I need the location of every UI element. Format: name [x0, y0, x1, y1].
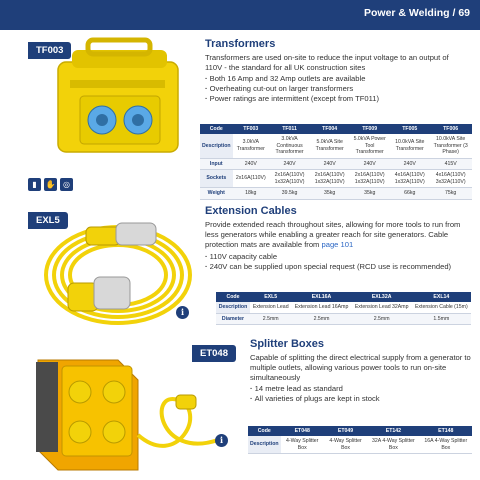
table-header-row [216, 292, 471, 302]
table-cell: 4-Way Splitter Box [324, 436, 367, 454]
code-tag-tf003: TF003 [28, 42, 71, 59]
table-cell: 35kg [349, 188, 390, 200]
table-header: ET048 [281, 426, 324, 436]
table-cell: Input [200, 158, 233, 170]
page-link[interactable]: page 101 [321, 240, 354, 249]
gloves-icon: ✋ [45, 180, 56, 189]
table-cell: 2x16A(110V) [233, 170, 269, 188]
table-cell: 415V [429, 158, 472, 170]
table-cell: 2x16A(110V) 1x32A(110V) [269, 170, 310, 188]
table-cell: 240V [349, 158, 390, 170]
table-cell: 18kg [233, 188, 269, 200]
table-cell: 16A 4-Way Splitter Box [420, 436, 472, 454]
transformers-intro: Transformers are used on-site to reduce the input voltage to an output of 110V - the standard for all UK construction sites [205, 53, 449, 72]
splitter-box-image [28, 340, 228, 480]
extension-intro [205, 220, 475, 250]
table-cell: 2.5mm [352, 313, 412, 325]
transformers-bullets [205, 74, 465, 104]
boots-icon: ▮ [28, 178, 41, 191]
splitter-bullets [250, 384, 472, 404]
table-cell: 2x16A(110V) 1x32A(110V) [310, 170, 349, 188]
table-cell: 75kg [429, 188, 472, 200]
section-title-transformers: Transformers [205, 38, 276, 50]
table-header: ET049 [324, 426, 367, 436]
table-header: ET148 [420, 426, 472, 436]
table-header: EXL32A [352, 292, 412, 302]
extension-table [216, 292, 471, 325]
table-header: EXL16A [291, 292, 351, 302]
table-header: Code [216, 292, 250, 302]
table-cell: Extension Cable (15m) [412, 302, 471, 313]
table-cell: 5.0kVA Site Transformer [310, 134, 349, 158]
page-title: Power & Welding / 69 [364, 7, 470, 19]
transformers-table [200, 124, 472, 200]
table-header: Code [248, 426, 281, 436]
table-header: EXL5 [250, 292, 291, 302]
table-header-row [200, 124, 472, 134]
table-cell: Extension Lead 32Amp [352, 302, 412, 313]
table-cell: Description [248, 436, 281, 454]
table-row [216, 313, 471, 325]
table-cell: 4x16A(110V) 3x32A(110V) [429, 170, 472, 188]
table-row [216, 302, 471, 313]
table-cell: Description [216, 302, 250, 313]
table-cell: Description [200, 134, 233, 158]
table-cell: 1.5mm [412, 313, 471, 325]
list-item: · 14 metre lead as standard [250, 384, 472, 394]
table-header: TF004 [310, 124, 349, 134]
table-header: ET142 [367, 426, 419, 436]
table-header: TF009 [349, 124, 390, 134]
table-cell: Extension Lead [250, 302, 291, 313]
table-cell: 240V [269, 158, 310, 170]
table-cell: 240V [310, 158, 349, 170]
table-row [200, 170, 472, 188]
extension-intro-text: Provide extended reach throughout sites, allowing for more tools to run from less generators while enabling a greater reach for site generators. Cable protection mats are available from [205, 220, 461, 249]
table-header: TF011 [269, 124, 310, 134]
table-cell: 10.0kVA Site Transformer [390, 134, 429, 158]
table-row [200, 158, 472, 170]
list-item: · All varieties of plugs are kept in stock [250, 394, 472, 404]
table-cell: 240V [233, 158, 269, 170]
table-header: TF005 [390, 124, 429, 134]
table-cell: 10.0kVA Site Transformer (3 Phase) [429, 134, 472, 158]
table-cell: 66kg [390, 188, 429, 200]
list-item: · Power ratings are intermittent (except from TF011) [205, 94, 465, 104]
glasses-icon: ◎ [60, 178, 73, 191]
table-header: TF006 [429, 124, 472, 134]
safety-icons [28, 178, 73, 191]
table-cell: 4x16A(110V) 1x32A(110V) [390, 170, 429, 188]
list-item: · 240V can be supplied upon special request (RCD use is recommended) [205, 262, 475, 272]
table-cell: 2.5mm [291, 313, 351, 325]
table-header: TF003 [233, 124, 269, 134]
table-cell: 240V [390, 158, 429, 170]
table-cell: 32A 4-Way Splitter Box [367, 436, 419, 454]
list-item: · Both 16 Amp and 32 Amp outlets are available [205, 74, 465, 84]
section-title-splitter: Splitter Boxes [250, 338, 324, 350]
extension-bullets [205, 252, 475, 272]
table-header: Code [200, 124, 233, 134]
table-cell: Diameter [216, 313, 250, 325]
table-row [248, 436, 472, 454]
table-header: EXL14 [412, 292, 471, 302]
splitter-intro: Capable of splitting the direct electrical supply from a generator to multiple outlets, allowing various power tools to run on-site simultaneously [250, 353, 471, 382]
table-cell: 2x16A(110V) 1x32A(110V) [349, 170, 390, 188]
table-cell: Extension Lead 16Amp [291, 302, 351, 313]
table-cell: 3.0kVA Transformer [233, 134, 269, 158]
table-cell: Weight [200, 188, 233, 200]
extension-cable-image [28, 205, 198, 335]
table-header-row [248, 426, 472, 436]
table-row [200, 134, 472, 158]
table-cell: 3.0kVA Continuous Transformer [269, 134, 310, 158]
table-row [200, 188, 472, 200]
table-cell: 5.0kVA Power Tool Transformer [349, 134, 390, 158]
list-item: · Overheating cut-out on larger transformers [205, 84, 465, 94]
transformer-image [40, 32, 190, 162]
code-tag-et048: ET048 [192, 345, 236, 362]
code-tag-exl5: EXL5 [28, 212, 68, 229]
table-cell: 39.5kg [269, 188, 310, 200]
table-cell: 35kg [310, 188, 349, 200]
table-cell: 4-Way Splitter Box [281, 436, 324, 454]
info-icon[interactable]: i [215, 434, 228, 447]
splitter-table [248, 426, 472, 454]
section-title-extension: Extension Cables [205, 205, 297, 217]
table-cell: 2.5mm [250, 313, 291, 325]
list-item: · 110V capacity cable [205, 252, 475, 262]
table-cell: Sockets [200, 170, 233, 188]
info-icon[interactable]: i [176, 306, 189, 319]
